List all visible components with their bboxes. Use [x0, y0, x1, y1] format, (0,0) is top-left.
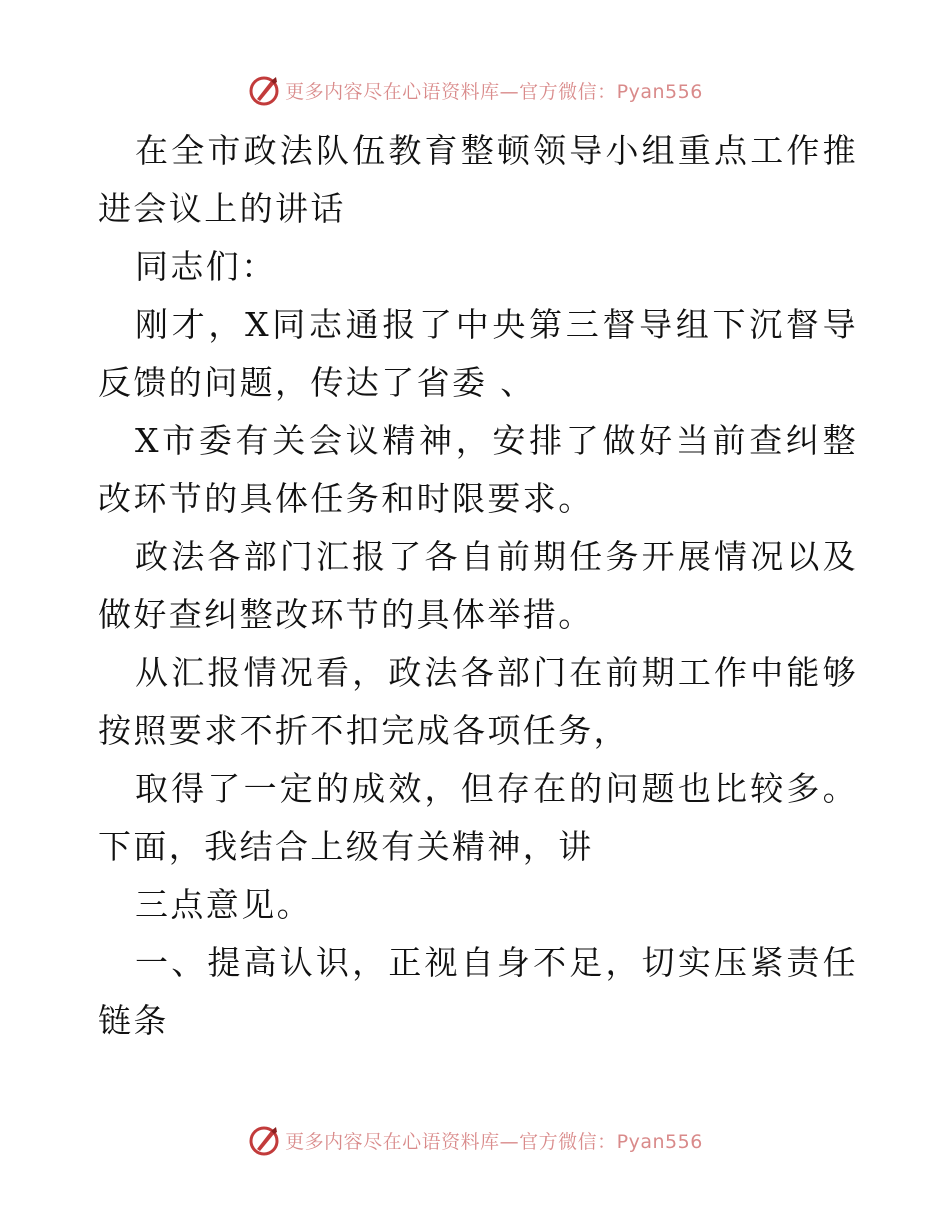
- body-paragraph: 政法各部门汇报了各自前期任务开展情况以及做好查纠整改环节的具体举措。: [98, 537, 858, 634]
- document-body: [98, 122, 858, 1050]
- speech-title: 在全市政法队伍教育整顿领导小组重点工作推进会议上的讲话: [98, 131, 858, 228]
- header-watermark: [0, 70, 950, 110]
- body-paragraph: 三点意见。: [135, 885, 312, 924]
- body-paragraph: 从汇报情况看，政法各部门在前期工作中能够按照要求不折不扣完成各项任务，: [98, 653, 858, 750]
- watermark-text: 更多内容尽在心语资料库—官方微信：Pyan556: [285, 1130, 703, 1153]
- body-paragraph: X市委有关会议精神，安排了做好当前查纠整改环节的具体任务和时限要求。: [98, 421, 858, 518]
- footer-watermark: [0, 1120, 950, 1160]
- quill-pen-logo-icon: [247, 1123, 281, 1157]
- body-paragraph: 取得了一定的成效，但存在的问题也比较多。下面，我结合上级有关精神，讲: [98, 769, 858, 866]
- body-paragraph: 刚才，X同志通报了中央第三督导组下沉督导反馈的问题，传达了省委 、: [98, 305, 858, 402]
- watermark-text: 更多内容尽在心语资料库—官方微信：Pyan556: [285, 80, 703, 103]
- quill-pen-logo-icon: [247, 73, 281, 107]
- section-heading: 一、提高认识，正视自身不足，切实压紧责任链条: [98, 943, 858, 1040]
- salutation: 同志们：: [135, 247, 277, 286]
